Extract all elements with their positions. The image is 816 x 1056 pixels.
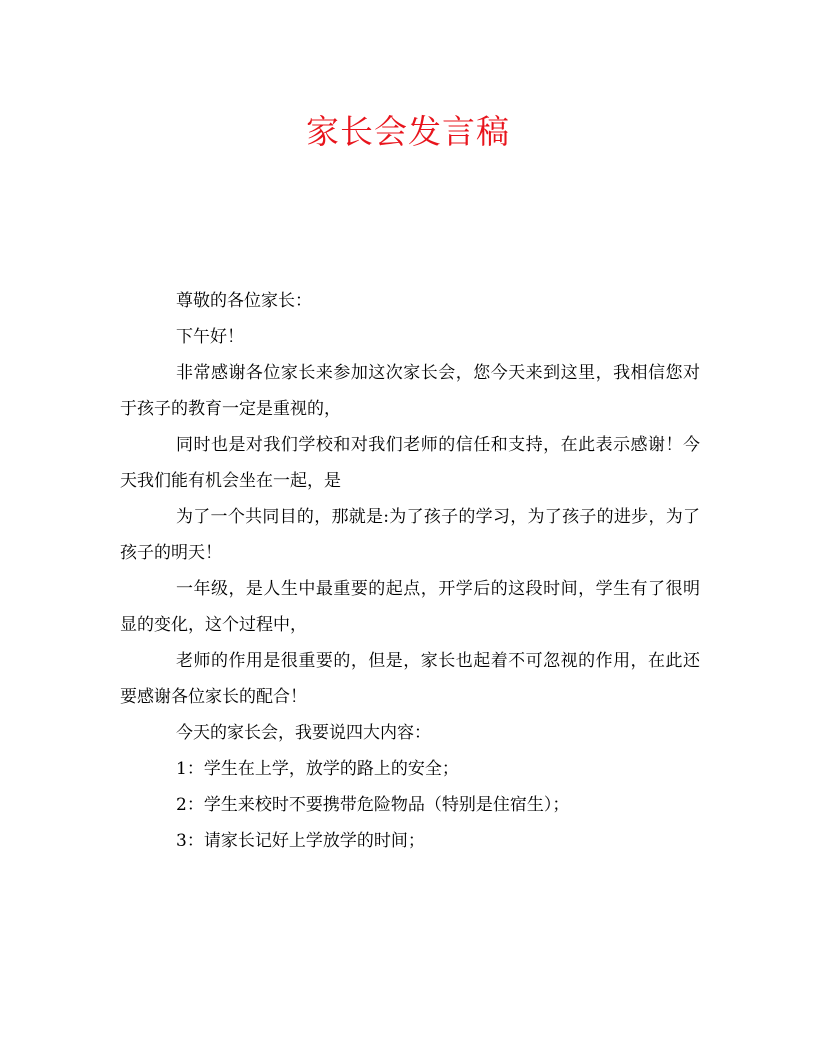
document-body (120, 283, 700, 859)
document-title: 家长会发言稿 (306, 112, 510, 151)
paragraph: 非常感谢各位家长来参加这次家长会，您今天来到这里，我相信您对于孩子的教育一定是重视的， (120, 363, 700, 419)
paragraph: 为了一个共同目的，那就是:为了孩子的学习，为了孩子的进步，为了孩子的明天！ (120, 507, 700, 563)
list-item: 2：学生来校时不要携带危险物品（特别是住宿生）； (176, 795, 570, 815)
paragraph: 一年级，是人生中最重要的起点，开学后的这段时间，学生有了很明显的变化，这个过程中， (120, 579, 700, 635)
paragraph: 同时也是对我们学校和对我们老师的信任和支持，在此表示感谢！今天我们能有机会坐在一起，是 (120, 435, 700, 491)
list-item: 1：学生在上学，放学的路上的安全； (176, 759, 459, 779)
paragraph-salutation: 下午好！ (176, 327, 244, 347)
paragraph: 今天的家长会，我要说四大内容： (176, 723, 431, 743)
paragraph: 老师的作用是很重要的，但是，家长也起着不可忽视的作用，在此还要感谢各位家长的配合！ (120, 651, 700, 707)
list-item: 3：请家长记好上学放学的时间； (176, 831, 425, 851)
paragraph-greeting: 尊敬的各位家长： (176, 291, 312, 311)
